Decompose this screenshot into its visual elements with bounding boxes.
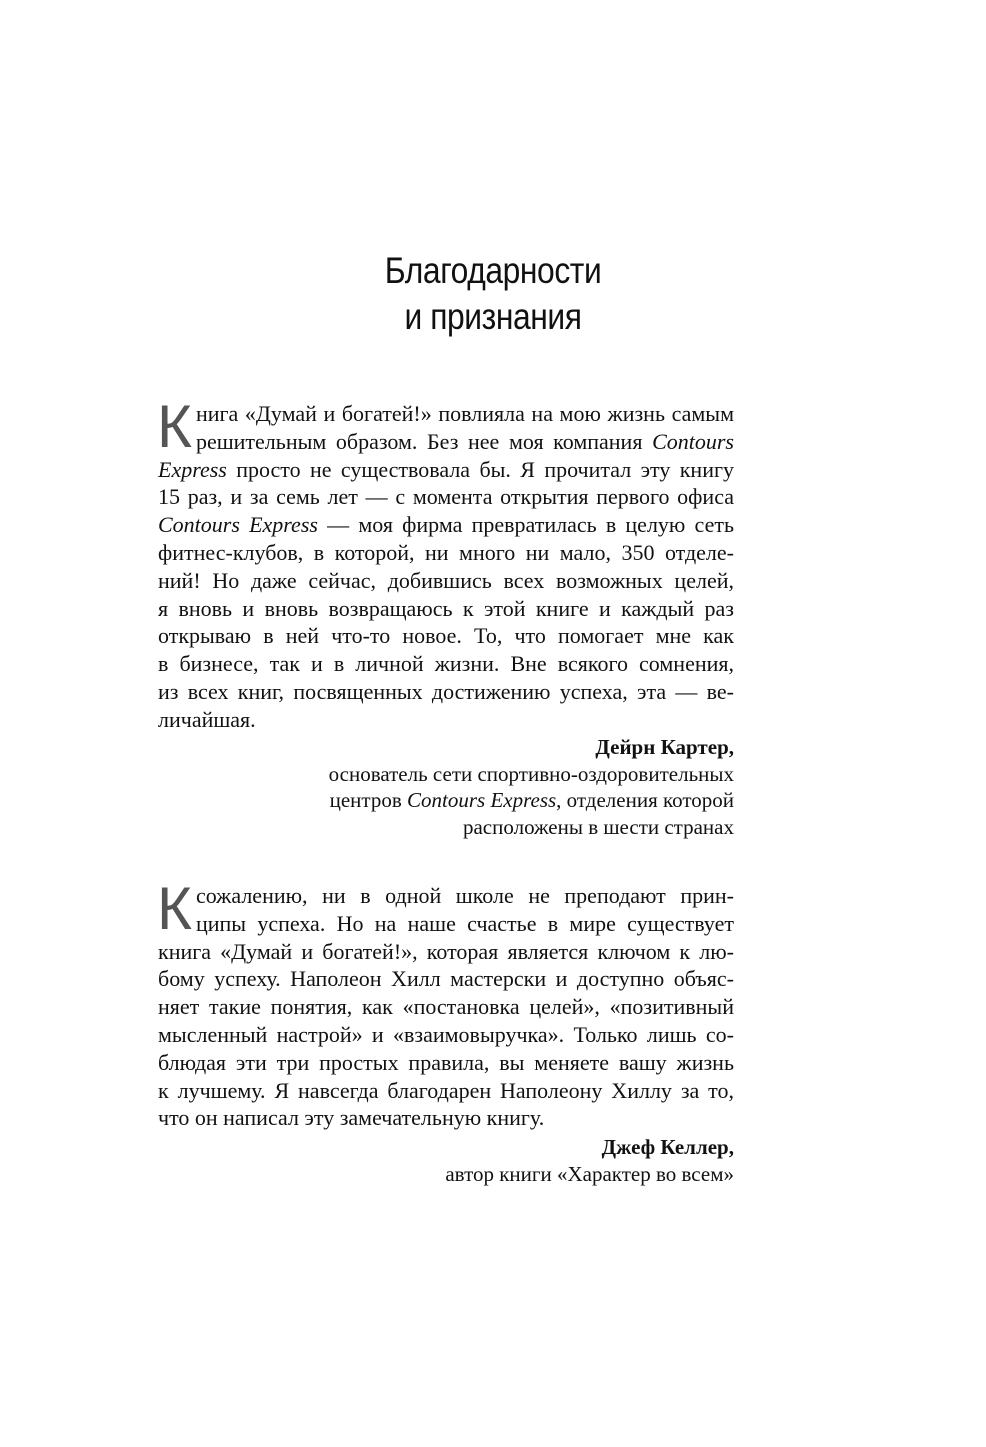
text-line (158, 456, 734, 484)
text-line: ципы успеха. Но на наше счастье в мире существует (195, 910, 734, 936)
text-line: открываю в ней что-то новое. То, что помогает мне как (158, 623, 734, 649)
text-fragment: центров (329, 788, 408, 812)
text-line: 15 раз, и за семь лет — с момента открытия первого офиса (158, 484, 734, 510)
text-fragment: , отделения которой (556, 788, 734, 812)
testimonial-2-signature (158, 1134, 734, 1187)
author-name: Джеф Келлер, (601, 1135, 734, 1159)
text-line: что он написал эту замечательную книгу. (158, 1105, 545, 1131)
text-line: из всех книг, посвященных достижению успеха, эта — ве- (158, 678, 734, 704)
text-line: нига «Думай и богатей!» повлияла на мою жизнь самым (195, 401, 734, 426)
brand-name: Contours (652, 428, 734, 454)
text-fragment: — моя фирма превратилась в целую сеть (317, 512, 734, 538)
author-name: Дейрн Картер, (595, 735, 734, 759)
text-line (158, 428, 734, 456)
text-line: няет такие понятия, как «постановка целей», «позитивный (158, 994, 734, 1020)
testimonial-2-text (157, 875, 734, 1132)
text-line: личайшая. (158, 706, 256, 732)
drop-cap: К (157, 875, 192, 942)
text-line: в бизнесе, так и в личной жизни. Вне всякого сомнения, (158, 651, 734, 677)
page-title-line-1: Благодарности (384, 250, 602, 291)
text-fragment: решительным образом. Без нее моя компания (195, 428, 653, 454)
text-line: мысленный настрой» и «взаимовыручка». Только лишь со- (158, 1021, 734, 1047)
text-line: фитнес-клубов, в которой, ни много ни мало, 350 отделе- (158, 539, 734, 565)
testimonial-1-text (157, 393, 734, 734)
author-role-line (158, 787, 734, 814)
text-line: блюдая эти три простых правила, вы меняете вашу жизнь (158, 1049, 734, 1075)
brand-name: Contours Express (407, 788, 557, 812)
drop-cap: К (157, 393, 192, 460)
text-line: бому успеху. Наполеон Хилл мастерски и доступно объяс- (158, 966, 734, 992)
text-line (158, 511, 734, 539)
text-line: я вновь и вновь возвращаюсь к этой книге и каждый раз (158, 595, 734, 621)
text-line: ний! Но даже сейчас, добившись всех возможных целей, (158, 567, 734, 593)
text-line: к лучшему. Я навсегда благодарен Наполеону Хиллу за то, (158, 1077, 734, 1103)
testimonial-1-signature (158, 734, 734, 840)
text-line: книга «Думай и богатей!», которая является ключом к лю- (158, 938, 734, 964)
author-role-line: автор книги «Характер во всем» (445, 1161, 734, 1186)
brand-name: Express (158, 456, 227, 482)
page-title-line-2: и признания (404, 296, 582, 337)
text-fragment: просто не существовала бы. Я прочитал эту книгу (226, 456, 734, 482)
author-role-line: основатель сети спортивно-оздоровительных (328, 761, 734, 786)
author-role-line: расположены в шести странах (462, 814, 734, 839)
brand-name: Contours Express (158, 512, 318, 538)
page-title (69, 248, 917, 340)
text-line: сожалению, ни в одной школе не преподают прин- (195, 883, 734, 908)
